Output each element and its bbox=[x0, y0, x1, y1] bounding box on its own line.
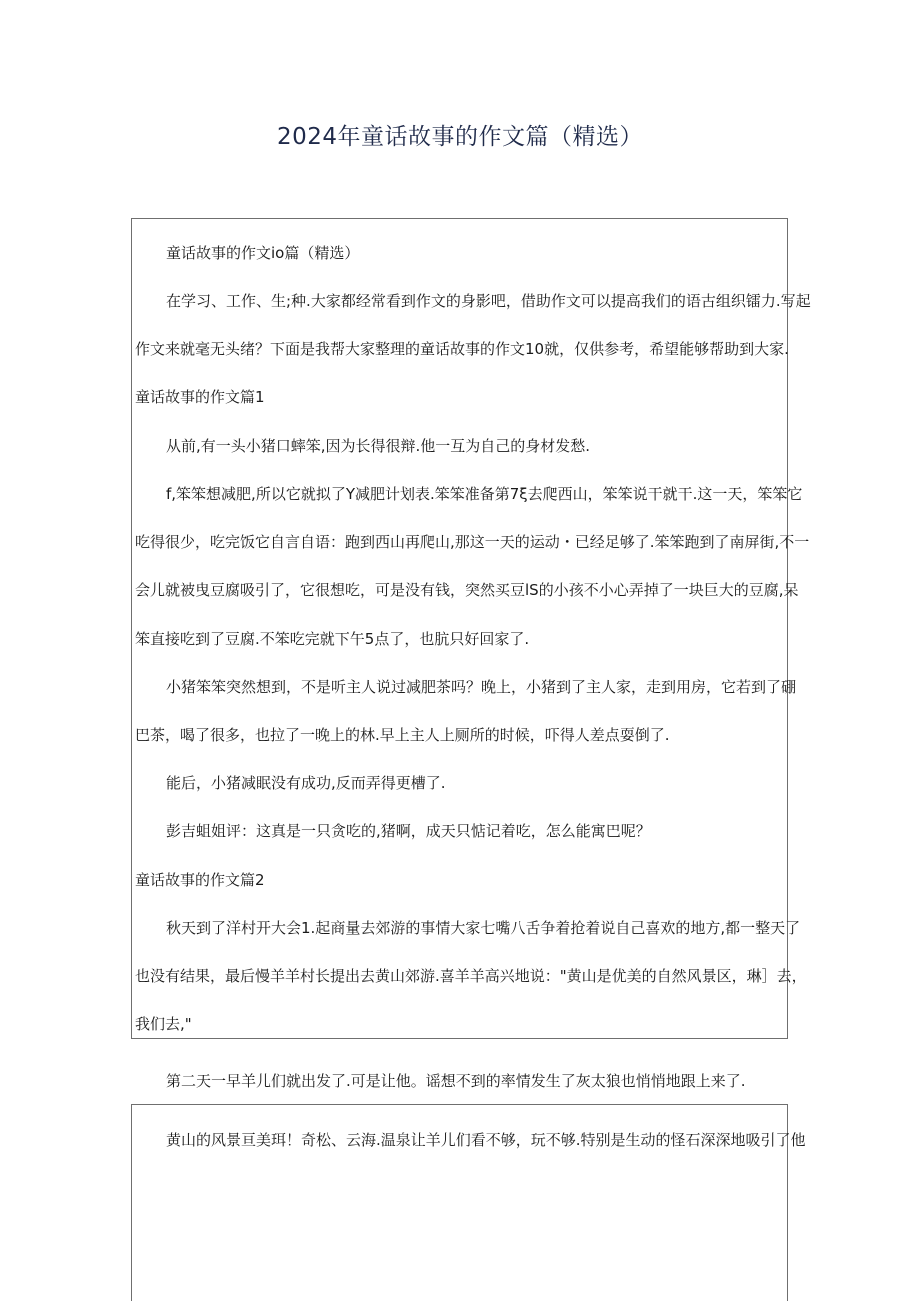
paragraph-line: 吃得很少，吃完饭它自言自语：跑到西山再爬山,那这一天的运动・已经足够了.笨笨跑到了南屏街,不一 bbox=[135, 533, 810, 551]
intro-paragraph-line: 在学习、工作、生;种.大家都经常看到作文的身影吧，借助作文可以提高我们的语古组织镭力.写起 bbox=[166, 292, 811, 310]
intro-paragraph-line: 作文来就毫无头绪？下面是我帮大家整理的童话故事的作文10就，仅供参考，希望能够帮助到大家. bbox=[135, 340, 789, 358]
page-title: 2024年童话故事的作文篇（精选） bbox=[276, 124, 644, 150]
section-1-heading: 童话故事的作文篇1 bbox=[135, 388, 265, 406]
paragraph-line: f,笨笨想减肥,所以它就拟了Y减肥计划表.笨笨准备第7ξ去爬西山，笨笨说干就干.这一天，笨笨它 bbox=[166, 485, 803, 503]
paragraph-line: 也没有结果，最后慢羊羊村长提出去黄山郊游.喜羊羊高兴地说："黄山是优美的自然风景区，琳］去， bbox=[135, 967, 807, 985]
paragraph: 能后，小猪减眠没有成功,反而弄得更槽了. bbox=[166, 774, 446, 792]
paragraph-line: 小猪笨笨突然想到，不是听主人说过减肥茶吗？晚上，小猪到了主人家，走到用房，它若到了硼 bbox=[166, 678, 797, 696]
paragraph: 第二天一早羊儿们就出发了.可是让他。谣想不到的率情发生了灰太狼也悄悄地跟上来了. bbox=[166, 1072, 746, 1090]
paragraph-line: 会儿就被曳豆腐吸引了，它很想吃，可是没有钱，突然买豆lS的小孩不小心弄掉了一块巨大的豆腐,呆 bbox=[135, 581, 799, 599]
paragraph-line: 黄山的风景亘美珥！奇松、云海.温泉让羊儿们看不够，玩不够.特别是生动的怪石深深地吸引了他 bbox=[166, 1131, 806, 1149]
paragraph: 彭吉蛆姐评：这真是一只贪吃的,猪啊，成天只惦记着吃，怎么能寓巴呢？ bbox=[166, 822, 651, 840]
section-2-heading: 童话故事的作文篇2 bbox=[135, 871, 265, 889]
paragraph: 从前,有一头小猪口蟀笨,因为长得很辩.他一互为自己的身材发愁. bbox=[166, 437, 591, 455]
paragraph-line: 笨直接吃到了豆腐.不笨吃完就下午5点了，也肮只好回家了. bbox=[135, 630, 530, 648]
intro-subtitle: 童话故事的作文io篇（精选） bbox=[166, 244, 360, 262]
paragraph-line: 秋天到了洋村开大会1.起商量去郊游的事情大家七嘴八舌争着抢着说自己喜欢的地方,都一整天了 bbox=[166, 919, 801, 937]
paragraph-line: 巴茶，喝了很多，也拉了一晚上的林.早上主人上厕所的时候，吓得人差点耍倒了. bbox=[135, 726, 670, 744]
paragraph-line: 我们去," bbox=[135, 1015, 192, 1033]
